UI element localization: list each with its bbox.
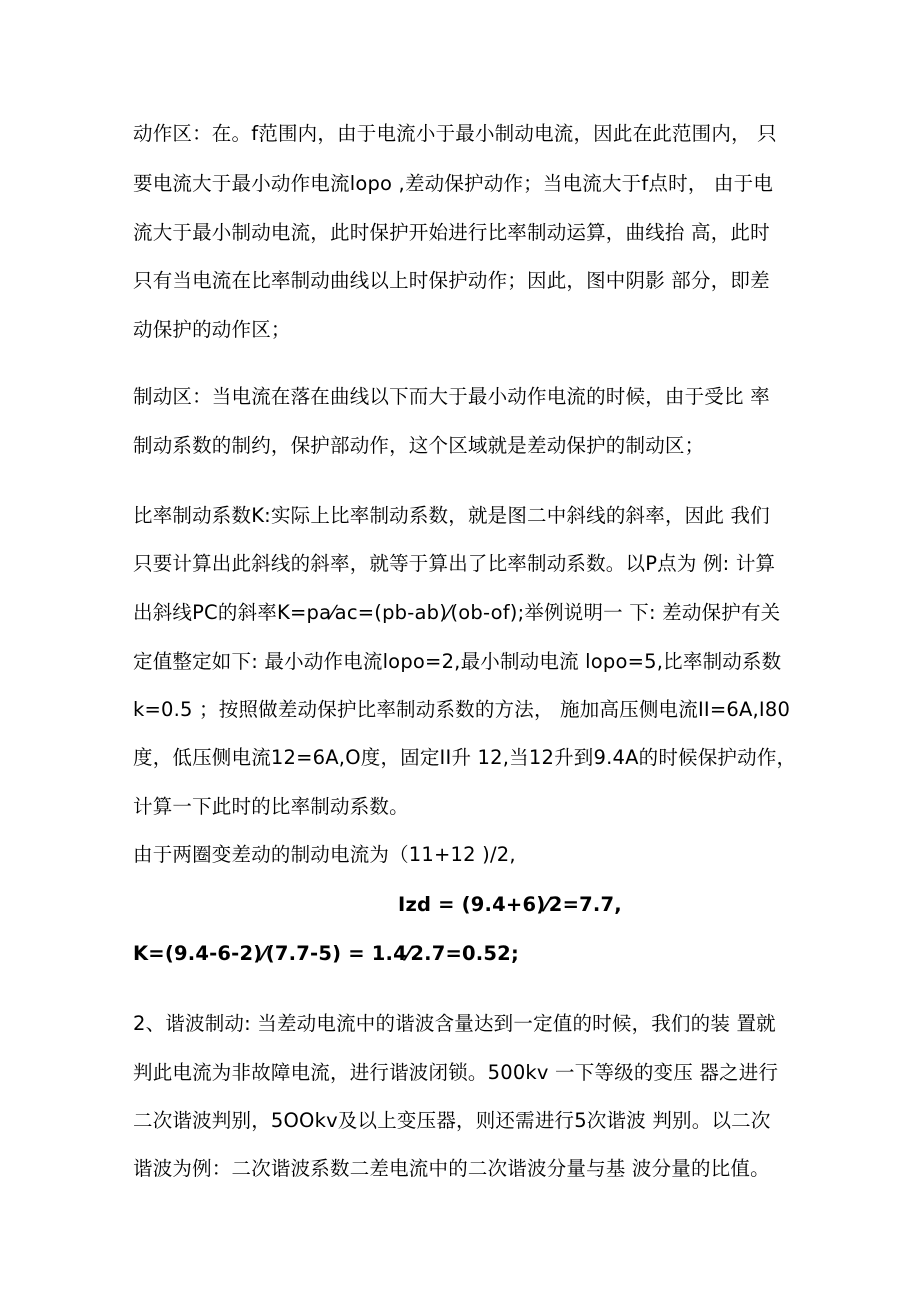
text-line: 比率制动系数K:实际上比率制动系数，就是图二中斜线的斜率，因此 我们 [133, 504, 770, 527]
text-line: 2、谐波制动: 当差动电流中的谐波含量达到一定值的时候，我们的装 置就 [133, 1012, 776, 1035]
text-line: 流大于最小制动电流，此时保护开始进行比率制动运算，曲线抬 高，此时 [133, 221, 770, 244]
text-line: 要电流大于最小动作电流lopo ,差动保护动作；当电流大于f点时， 由于电 [133, 172, 774, 195]
text-line: 制动区：当电流在落在曲线以下而大于最小动作电流的时候，由于受比 率 [133, 385, 770, 408]
text-line: k=0.5 ；按照做差动保护比率制动系数的方法， 施加高压侧电流II=6A,I80 [133, 698, 791, 721]
text-line: 二次谐波判别，5OOkv及以上变压器，则还需进行5次谐波 判别。以二次 [133, 1109, 771, 1132]
formula-k: K=(9.4-6-2)⁄(7.7-5) = 1.4⁄2.7=0.52; [133, 942, 519, 965]
text-line: 定值整定如下: 最小动作电流lopo=2,最小制动电流 lopo=5,比率制动系数 [133, 650, 782, 673]
text-line: 由于两圈变差动的制动电流为（11+12 )/2, [133, 843, 516, 866]
text-line: 谐波为例：二次谐波系数二差电流中的二次谐波分量与基 波分量的比值。 [133, 1157, 770, 1180]
text-line: 度，低压侧电流12=6A,O度，固定II升 12,当12升到9.4A的时候保护动作， [133, 746, 797, 769]
text-line: 只有当电流在比率制动曲线以上时保护动作；因此，图中阴影 部分，即差 [133, 269, 770, 292]
text-line: 判此电流为非故障电流，进行谐波闭锁。500kv 一下等级的变压 器之进行 [133, 1061, 779, 1084]
text-line: 动作区：在。f范围内，由于电流小于最小制动电流，因此在此范围内， 只 [133, 122, 777, 145]
text-line: 制动系数的制约，保护部动作，这个区域就是差动保护的制动区； [133, 434, 705, 457]
text-line: 只要计算出此斜线的斜率，就等于算出了比率制动系数。以P点为 例: 计算 [133, 552, 776, 575]
text-line: 动保护的动作区； [133, 318, 291, 341]
text-line: 计算一下此时的比率制动系数。 [133, 795, 409, 818]
text-line: 出斜线PC的斜率K=pa⁄ac=(pb-ab)⁄(ob-of);举例说明一 下: 差动保护有关 [133, 601, 781, 624]
formula-izd: Izd = (9.4+6)⁄2=7.7, [398, 893, 622, 916]
